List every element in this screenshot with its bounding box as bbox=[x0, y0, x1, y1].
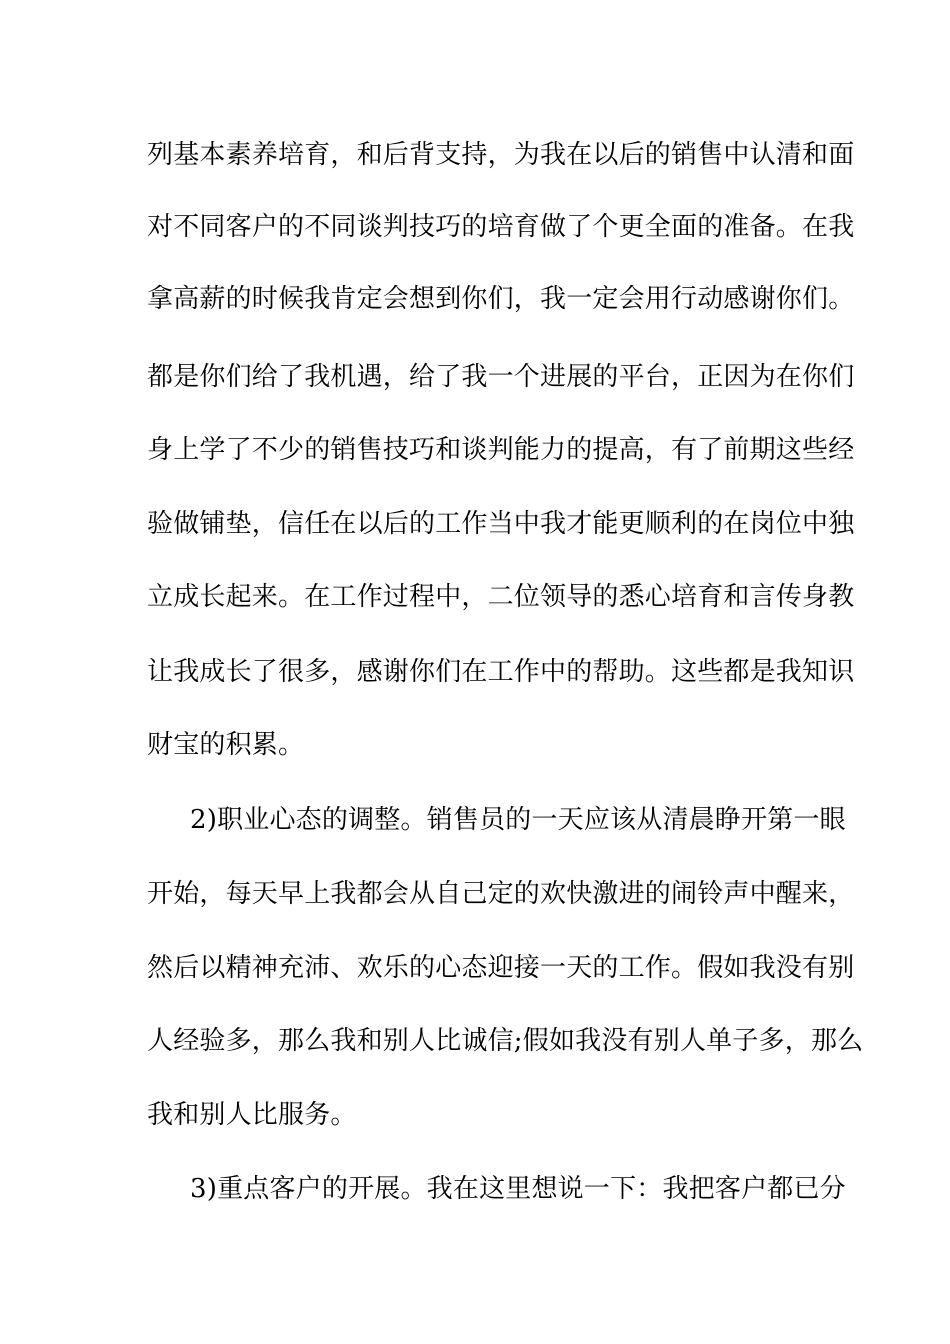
text-line: 财宝的积累。 bbox=[147, 730, 305, 760]
paragraph-first-line: 3)重点客户的开展。我在这里想说一下：我把客户都已分 bbox=[190, 1174, 846, 1204]
text-line: 立成长起来。在工作过程中，二位领导的悉心培育和言传身教 bbox=[147, 582, 855, 612]
paragraph-first-line: 2)职业心态的调整。销售员的一天应该从清晨睁开第一眼 bbox=[190, 805, 846, 835]
text-line: 列基本素养培育，和后背支持，为我在以后的销售中认清和面 bbox=[147, 140, 855, 170]
text-line: 然后以精神充沛、欢乐的心态迎接一天的工作。假如我没有别 bbox=[147, 953, 855, 983]
text-line: 让我成长了很多，感谢你们在工作中的帮助。这些都是我知识 bbox=[147, 657, 855, 687]
text-line: 人经验多，那么我和别人比诚信;假如我没有别人单子多，那么 bbox=[147, 1026, 864, 1056]
text-line: 拿高薪的时候我肯定会想到你们，我一定会用行动感谢你们。 bbox=[147, 284, 855, 314]
text-line: 对不同客户的不同谈判技巧的培育做了个更全面的准备。在我 bbox=[147, 212, 855, 242]
text-line: 身上学了不少的销售技巧和谈判能力的提高，有了前期这些经 bbox=[147, 435, 855, 465]
text-line: 验做铺垫，信任在以后的工作当中我才能更顺利的在岗位中独 bbox=[147, 509, 855, 539]
text-line: 都是你们给了我机遇，给了我一个进展的平台，正因为在你们 bbox=[147, 362, 855, 392]
text-line: 开始，每天早上我都会从自己定的欢快激进的闹铃声中醒来， bbox=[147, 879, 855, 909]
text-line: 我和别人比服务。 bbox=[147, 1100, 357, 1130]
